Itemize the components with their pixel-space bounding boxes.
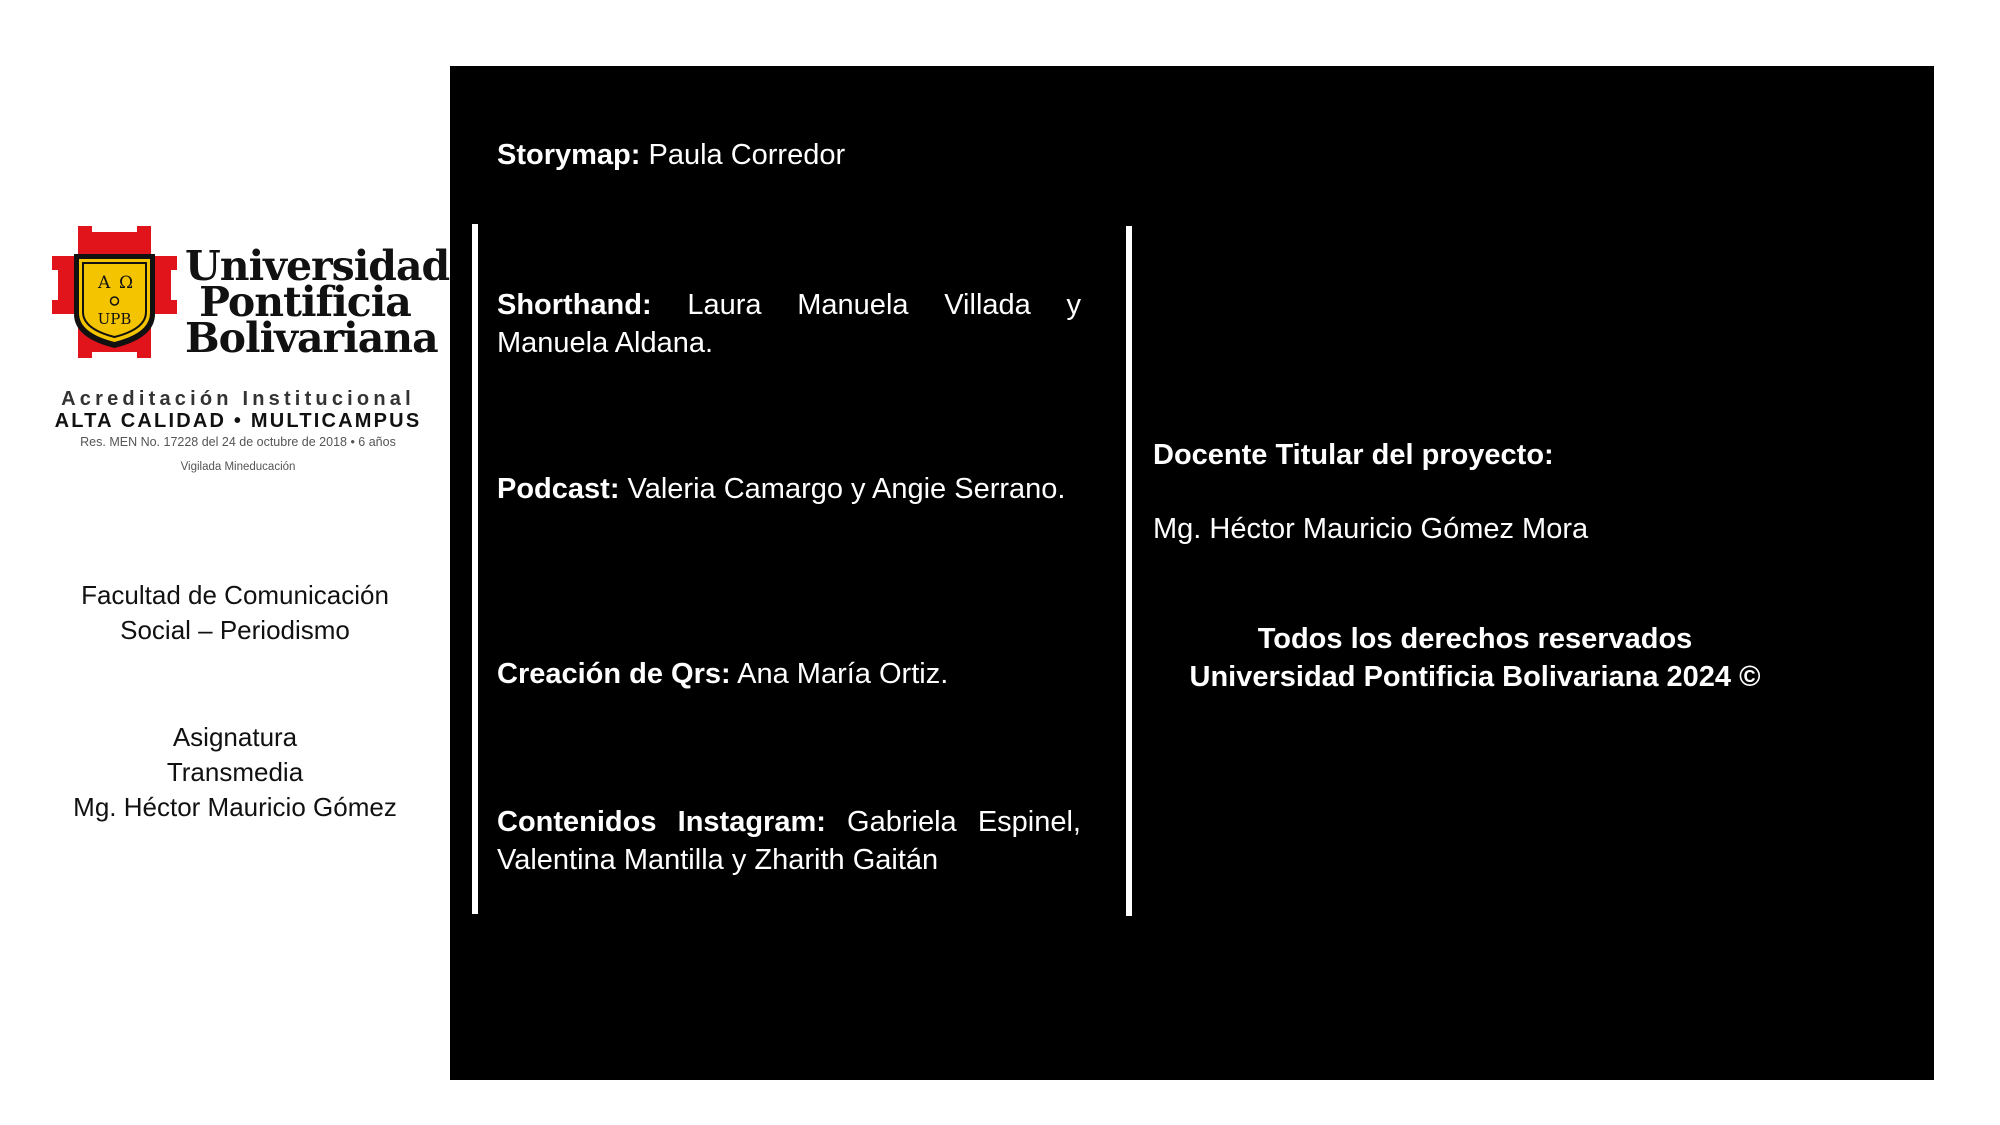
docente-label: Docente Titular del proyecto:: [1153, 439, 1554, 471]
faculty-info: [40, 578, 430, 648]
accreditation-block: [52, 388, 424, 475]
accreditation-vigilada: Vigilada Mineducación: [180, 461, 296, 473]
credit-storymap: [497, 136, 1117, 174]
credit-shorthand: [497, 286, 1081, 362]
credit-podcast: [497, 470, 1081, 508]
divider-left: [472, 224, 478, 914]
subject-label: Asignatura: [172, 722, 298, 752]
accreditation-quality: ALTA CALIDAD • MULTICAMPUS: [54, 410, 422, 432]
university-logo: [52, 226, 450, 476]
credits-panel: [450, 66, 1934, 1080]
shield-omega: Ω: [119, 273, 134, 293]
upb-shield-icon: [52, 226, 177, 358]
credit-instagram-label: Contenidos Instagram:: [497, 806, 826, 838]
accreditation-title: Acreditación Institucional: [61, 388, 415, 410]
shield-upb: UPB: [97, 310, 132, 328]
divider-right: [1126, 226, 1132, 916]
credit-qrs: [497, 655, 1117, 693]
faculty-line1: Facultad de Comunicación: [81, 580, 389, 610]
rights-line1: Todos los derechos reservados: [1257, 623, 1693, 655]
credit-podcast-value: Valeria Camargo y Angie Serrano.: [619, 473, 1066, 505]
subject-teacher: Mg. Héctor Mauricio Gómez: [73, 792, 397, 822]
subject-name: Transmedia: [166, 757, 304, 787]
credit-storymap-value: Paula Corredor: [640, 139, 846, 171]
accreditation-resolution: Res. MEN No. 17228 del 24 de octubre de 2018 • 6 años: [80, 435, 396, 449]
subject-info: [40, 720, 430, 825]
university-name: [185, 242, 450, 362]
university-name-line3: Bolivariana: [185, 314, 438, 362]
credit-shorthand-value: Laura Manuela Villada y Manuela Aldana.: [497, 289, 1081, 359]
docente-name: Mg. Héctor Mauricio Gómez Mora: [1153, 513, 1589, 545]
shield-alpha: A: [98, 273, 111, 293]
credit-instagram: [497, 803, 1081, 879]
rights-notice: [1150, 620, 1800, 696]
credit-qrs-label: Creación de Qrs:: [497, 658, 731, 690]
credit-instagram-value: Gabriela Espinel, Valentina Mantilla y Zharith Gaitán: [497, 806, 1081, 876]
university-name-line2: Pontificia: [199, 278, 411, 326]
faculty-line2: Social – Periodismo: [120, 615, 350, 645]
credit-podcast-label: Podcast:: [497, 473, 620, 505]
university-name-line1: Universidad: [185, 242, 450, 290]
credit-shorthand-label: Shorthand:: [497, 289, 652, 321]
credit-qrs-value: Ana María Ortiz.: [730, 658, 949, 690]
rights-line2: Universidad Pontificia Bolivariana 2024 ©: [1189, 661, 1761, 693]
credit-storymap-label: Storymap:: [497, 139, 641, 171]
